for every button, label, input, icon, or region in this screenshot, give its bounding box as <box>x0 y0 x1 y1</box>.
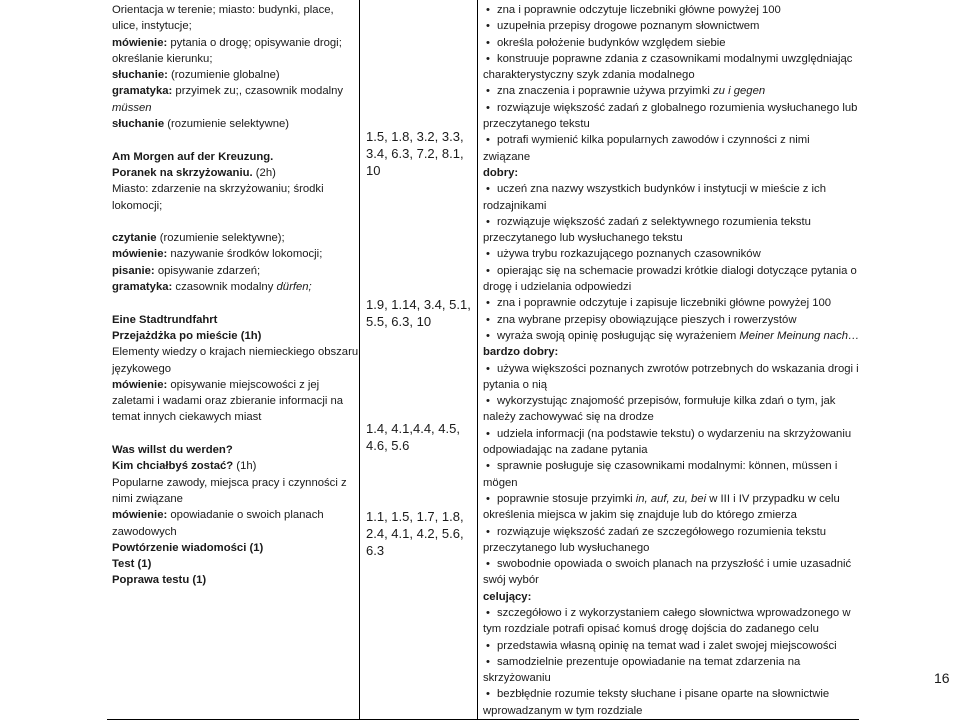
topic-line <box>112 442 359 458</box>
text-run: ulice, instytucje; <box>112 20 192 33</box>
requirement-item <box>483 426 859 442</box>
text-run: związane <box>483 150 531 163</box>
requirement-item <box>483 654 859 670</box>
requirement-item <box>483 181 859 197</box>
text-run: Przejażdżka po mieście (1h) <box>112 329 262 342</box>
text-run: mögen <box>483 476 518 489</box>
grade-heading <box>483 589 859 605</box>
text-run: müssen <box>112 101 152 114</box>
text-run: w III i IV przypadku w celu <box>706 492 840 505</box>
text-run: Popularne zawody, miejsca pracy i czynności z <box>112 476 347 489</box>
text-run: czasownik modalny <box>172 281 277 294</box>
topic-line <box>112 312 359 328</box>
requirement-continuation <box>483 116 859 132</box>
text-run: bezbłędnie rozumie teksty słuchane i pisane oparte na słownictwie <box>497 688 830 701</box>
text-run: drogę i udzielania odpowiedzi <box>483 281 632 294</box>
requirement-item <box>483 246 859 262</box>
requirement-item <box>483 35 859 51</box>
text-run: gramatyka: <box>112 85 173 98</box>
text-run: opierając się na schemacie prowadzi krótkie dialogi dotyczące pytania o <box>497 264 857 277</box>
text-run: dobry: <box>483 166 519 179</box>
text-run: rodzajnikami <box>483 199 547 212</box>
requirement-item <box>483 524 859 540</box>
text-run: zna wybrane przepisy obowiązujące pieszych i rowerzystów <box>497 313 797 326</box>
requirement-continuation <box>483 442 859 458</box>
requirement-item <box>483 263 859 279</box>
text-run: in, auf, zu, bei <box>635 492 707 505</box>
text-run: słuchanie <box>112 118 165 131</box>
requirement-continuation <box>483 621 859 637</box>
reference-line: 6.3 <box>366 543 385 558</box>
requirement-item <box>483 458 859 474</box>
reference-block <box>360 420 460 454</box>
requirement-continuation <box>483 670 859 686</box>
text-run: językowego <box>112 362 172 375</box>
text-run: celujący: <box>483 590 532 603</box>
text-run: sprawnie posługuje się czasownikami modalnymi: können, müssen i <box>497 460 838 473</box>
topic-line <box>112 409 359 425</box>
requirement-item <box>483 83 859 99</box>
topic-line <box>112 572 359 588</box>
text-run: rozwiązuje większość zadań ze szczegółowego rozumienia tekstu <box>497 525 827 538</box>
text-run: rozwiązuje większość zadań z globalnego rozumienia wysłuchanego lub <box>497 101 858 114</box>
text-run: samodzielnie prezentuje opowiadanie na temat zdarzenia na <box>497 655 801 668</box>
reference-block <box>360 508 464 559</box>
requirement-item <box>483 328 859 344</box>
requirement-continuation <box>483 475 859 491</box>
text-run: przedstawia własną opinię na temat wad i zalet swojej miejscowości <box>497 639 837 652</box>
topic-line <box>112 328 359 344</box>
text-run: mówienie: <box>112 509 168 522</box>
text-run: zaletami i wadami oraz zbieranie informacji na <box>112 395 344 408</box>
text-run: nimi związane <box>112 492 183 505</box>
blank-line <box>112 214 359 230</box>
grade-heading <box>483 165 859 181</box>
topic-line <box>112 246 359 262</box>
text-run: Elementy wiedzy o krajach niemieckiego obszaru <box>112 346 359 359</box>
blank-line <box>112 132 359 148</box>
text-run: zawodowych <box>112 525 177 538</box>
topic-cell <box>107 0 359 589</box>
text-run: określenia miejsca w jakim się znajduje lub do którego zmierza <box>483 509 797 522</box>
topic-line <box>112 149 359 165</box>
text-run: charakterystyczny szyk zdania modalnego <box>483 69 695 82</box>
topic-line <box>112 51 359 67</box>
text-run: potrafi wymienić kilka popularnych zawodów i czynności z nimi <box>497 134 810 147</box>
topic-line <box>112 18 359 34</box>
text-run: opisywanie zdarzeń; <box>154 264 261 277</box>
text-run: odpowiadając na zadane pytania <box>483 444 648 457</box>
text-run: swój wybór <box>483 574 539 587</box>
page-number: 16 <box>934 670 950 686</box>
text-run: wprowadzanym w tym rozdziale <box>483 704 643 717</box>
text-run: tym rozdziale potrafi opisać komuś drogę dojścia do zadanego celu <box>483 623 819 636</box>
requirement-continuation <box>483 409 859 425</box>
requirement-item <box>483 686 859 702</box>
blank-line <box>112 295 359 311</box>
text-run: zna i poprawnie odczytuje i zapisuje liczebniki główne powyżej 100 <box>497 297 832 310</box>
text-run: Orientacja w terenie; miasto: budynki, place, <box>112 4 334 16</box>
topic-line <box>112 67 359 83</box>
text-run: udziela informacji (na podstawie tekstu) o wydarzeniu na skrzyżowaniu <box>497 427 852 440</box>
curriculum-table <box>107 0 859 720</box>
topic-line <box>112 377 359 393</box>
requirement-item <box>483 132 859 148</box>
text-run: przeczytanego tekstu <box>483 118 590 131</box>
reference-line: 1.9, 1.14, 3.4, 5.1, <box>366 297 471 312</box>
topic-line <box>112 263 359 279</box>
requirements-column <box>478 0 860 720</box>
reference-line: 2.4, 4.1, 4.2, 5.6, <box>366 526 464 541</box>
text-run: nazywanie środków lokomocji; <box>167 248 323 261</box>
requirement-continuation <box>483 230 859 246</box>
requirement-continuation <box>483 198 859 214</box>
text-run: pisanie: <box>112 264 155 277</box>
topic-line <box>112 491 359 507</box>
topic-line <box>112 181 359 197</box>
text-run: opisywanie miejscowości z jej <box>167 378 320 391</box>
text-run: dürfen; <box>276 281 312 294</box>
topic-line <box>112 35 359 51</box>
topic-line <box>112 100 359 116</box>
requirement-item <box>483 361 859 377</box>
topic-line <box>112 540 359 556</box>
text-run: słuchanie: <box>112 69 168 82</box>
text-run: uzupełnia przepisy drogowe poznanym słownictwem <box>497 20 760 33</box>
text-run: Poprawa testu (1) <box>112 574 207 587</box>
requirement-continuation <box>483 703 859 719</box>
text-run: Test (1) <box>112 558 152 571</box>
text-run: mówienie: <box>112 36 168 49</box>
text-run: uczeń zna nazwy wszystkich budynków i instytucji w mieście z ich <box>497 183 826 196</box>
text-run: czytanie <box>112 232 157 245</box>
text-run: temat innych ciekawych miast <box>112 411 262 424</box>
text-run: określanie kierunku; <box>112 52 213 65</box>
topic-line <box>112 458 359 474</box>
text-run: zu i gegen <box>713 85 766 98</box>
topic-line <box>112 475 359 491</box>
text-run: skrzyżowaniu <box>483 672 551 685</box>
text-run: należy zachowywać się na drodze <box>483 411 654 424</box>
text-run: swobodnie opowiada o swoich planach na przyszłość i umie uzasadnić <box>497 558 852 571</box>
requirement-continuation <box>483 377 859 393</box>
topic-line <box>112 165 359 181</box>
topic-line <box>112 198 359 214</box>
reference-line: 4.6, 5.6 <box>366 438 410 453</box>
text-run: wyraża swoją opinię posługując się wyrażeniem <box>497 329 740 342</box>
reference-block <box>360 296 471 330</box>
text-run: pytania o drogę; opisywanie drogi; <box>167 36 342 49</box>
text-run: (1h) <box>233 460 257 473</box>
reference-line: 5.5, 6.3, 10 <box>366 314 432 329</box>
topic-line <box>112 83 359 99</box>
blank-line <box>112 426 359 442</box>
text-run: lokomocji; <box>112 199 163 212</box>
requirement-item <box>483 18 859 34</box>
text-run: używa większości poznanych zwrotów potrzebnych do wskazania drogi i <box>497 362 859 375</box>
text-run: poprawnie stosuje przyimki <box>497 492 636 505</box>
topic-line <box>112 279 359 295</box>
text-run: Kim chciałbyś zostać? <box>112 460 234 473</box>
text-run: Meiner Meinung nach… <box>739 329 860 342</box>
requirement-item <box>483 556 859 572</box>
text-run: (2h) <box>252 166 276 179</box>
requirement-continuation <box>483 279 859 295</box>
requirement-continuation <box>483 507 859 523</box>
reference-column <box>360 0 478 720</box>
topic-line <box>112 556 359 572</box>
requirement-item <box>483 393 859 409</box>
reference-line: 1.5, 1.8, 3.2, 3.3, <box>366 129 464 144</box>
requirement-item <box>483 491 859 507</box>
reference-line: 3.4, 6.3, 7.2, 8.1, <box>366 146 464 161</box>
text-run: rozwiązuje większość zadań z selektywnego rozumienia tekstu <box>497 215 811 228</box>
topic-line <box>112 2 359 18</box>
text-run: konstruuje poprawne zdania z czasownikami modalnymi uwzględniając <box>497 52 853 65</box>
requirement-continuation <box>483 572 859 588</box>
text-run: wykorzystując znajomość przepisów, formułuje kilka zdań o tym, jak <box>497 395 836 408</box>
text-run: przyimek zu;, czasownik modalny <box>172 85 344 98</box>
requirement-item <box>483 51 859 67</box>
topic-line <box>112 361 359 377</box>
text-run: zna i poprawnie odczytuje liczebniki główne powyżej 100 <box>497 4 781 16</box>
topic-line <box>112 344 359 360</box>
text-run: Poranek na skrzyżowaniu. <box>112 166 253 179</box>
text-run: Was willst du werden? <box>112 444 233 457</box>
text-run: określa położenie budynków względem siebie <box>497 36 726 49</box>
text-run: przeczytanego lub wysłuchanego <box>483 541 650 554</box>
reference-line: 10 <box>366 163 381 178</box>
text-run: mówienie: <box>112 378 168 391</box>
requirement-item <box>483 312 859 328</box>
topic-line <box>112 116 359 132</box>
requirement-item <box>483 295 859 311</box>
reference-cell <box>360 0 477 686</box>
text-run: opowiadanie o swoich planach <box>167 509 324 522</box>
text-run: pytania o nią <box>483 378 548 391</box>
grade-heading <box>483 344 859 360</box>
text-run: (rozumienie globalne) <box>167 69 280 82</box>
text-run: zna znaczenia i poprawnie używa przyimki <box>497 85 713 98</box>
text-run: (rozumienie selektywne); <box>156 232 285 245</box>
text-run: mówienie: <box>112 248 168 261</box>
text-run: używa trybu rozkazującego poznanych czasowników <box>497 248 761 261</box>
topic-line <box>112 230 359 246</box>
requirement-continuation <box>483 67 859 83</box>
text-run: przeczytanego lub wysłuchanego tekstu <box>483 232 683 245</box>
topic-line <box>112 507 359 523</box>
requirements-cell <box>478 0 859 719</box>
topic-column <box>107 0 360 720</box>
text-run: gramatyka: <box>112 281 173 294</box>
requirement-continuation <box>483 149 859 165</box>
reference-block <box>360 128 464 179</box>
text-run: bardzo dobry: <box>483 346 559 359</box>
topic-line <box>112 393 359 409</box>
requirement-continuation <box>483 540 859 556</box>
text-run: Am Morgen auf der Kreuzung. <box>112 150 274 163</box>
reference-line: 1.1, 1.5, 1.7, 1.8, <box>366 509 464 524</box>
text-run: (rozumienie selektywne) <box>164 118 290 131</box>
text-run: Eine Stadtrundfahrt <box>112 313 218 326</box>
requirement-item <box>483 214 859 230</box>
text-run: szczegółowo i z wykorzystaniem całego słownictwa wprowadzonego w <box>497 606 851 619</box>
text-run: Powtórzenie wiadomości (1) <box>112 541 264 554</box>
topic-line <box>112 524 359 540</box>
requirement-item <box>483 2 859 18</box>
requirement-item <box>483 100 859 116</box>
requirement-item <box>483 638 859 654</box>
requirement-item <box>483 605 859 621</box>
text-run: Miasto: zdarzenie na skrzyżowaniu; środki <box>112 183 324 196</box>
reference-line: 1.4, 4.1,4.4, 4.5, <box>366 421 460 436</box>
